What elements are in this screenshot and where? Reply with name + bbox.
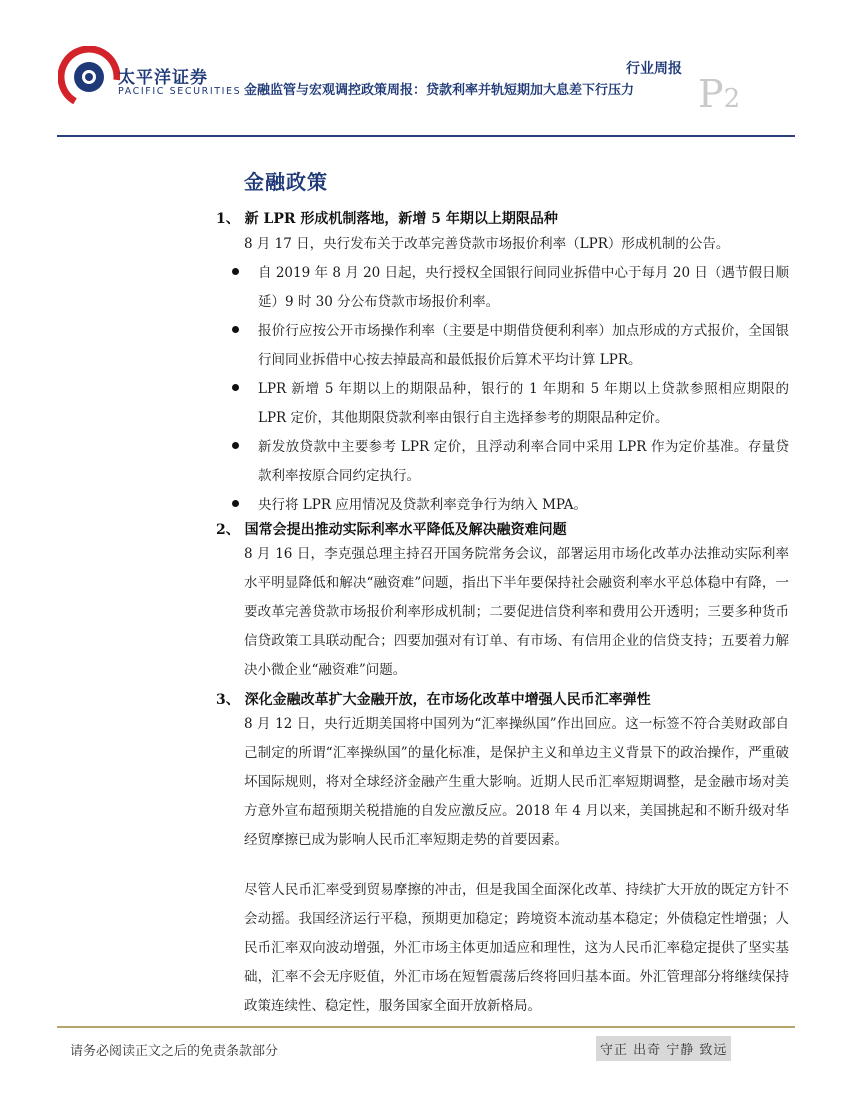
report-type: 行业周报 (626, 61, 682, 77)
footer-motto: 守正 出奇 宁静 致远 (596, 1036, 731, 1061)
item-1-bullet-5: 央行将 LPR 应用情况及贷款利率竞争行为纳入 MPA。 (258, 497, 588, 513)
brand-name-cn: 太平洋证券 (118, 68, 208, 88)
item-1-bullet-3: LPR 新增 5 年期以上的期限品种，银行的 1 年期和 5 年期以上贷款参照相应期限的 LPR 定价，其他期限贷款利率由银行自主选择参考的期限品种定价。 (258, 381, 789, 426)
item-1-bullet-2: 报价行应按公开市场操作利率（主要是中期借贷便利利率）加点形成的方式报价，全国银行间同业拆借中心按去掉最高和最低报价后算术平均计算 LPR。 (258, 323, 789, 368)
page-digit: 2 (723, 84, 741, 114)
brand-name-en: PACIFIC SECURITIES (118, 86, 242, 97)
item-3-paragraph-2: 尽管人民币汇率受到贸易摩擦的冲击，但是我国全面深化改革、持续扩大开放的既定方针不会动摇。我国经济运行平稳，预期更加稳定；跨境资本流动基本稳定；外债稳定性增强；人民币汇率双向波动增强，外汇市场主体更加适应和理性，这为人民币汇率稳定提供了坚实基础，汇率不会无序贬值，外汇市场在短暂震荡后终将回归基本面。外汇管理部分将继续保持政策连续性、稳定性，服务国家全面开放新格局。 (244, 882, 789, 1014)
bullet-dot (232, 500, 239, 507)
bullet-dot (232, 442, 239, 449)
item-1-heading: 1、 新 LPR 形成机制落地，新增 5 年期以上期限品种 (216, 211, 558, 227)
footer-divider (57, 1026, 795, 1028)
header-divider (57, 135, 795, 137)
pacific-securities-logo-icon (58, 46, 120, 108)
bullet-dot (232, 384, 239, 391)
bullet-dot (232, 268, 239, 275)
bullet-dot (232, 326, 239, 333)
footer-disclaimer: 请务必阅读正文之后的免责条款部分 (70, 1044, 279, 1059)
page-letter: P (698, 72, 724, 116)
item-2-paragraph: 8 月 16 日，李克强总理主持召开国务院常务会议，部署运用市场化改革办法推动实际利率水平明显降低和解决“融资难”问题，指出下半年要保持社会融资利率水平总体稳中有降，一要改革完善贷款市场报价利率形成机制；二要促进信贷利率和费用公开透明；三要多种货币信贷政策工具联动配合；四要加强对有订单、有市场、有信用企业的信贷支持；五要着力解决小微企业“融资难”问题。 (244, 546, 789, 678)
report-title: 金融监管与宏观调控政策周报：贷款利率并轨短期加大息差下行压力 (244, 83, 635, 98)
item-3-heading: 3、 深化金融改革扩大金融开放，在市场化改革中增强人民币汇率弹性 (216, 692, 651, 708)
item-1-intro: 8 月 17 日，央行发布关于改革完善贷款市场报价利率（LPR）形成机制的公告。 (244, 236, 730, 252)
item-2-heading: 2、 国常会提出推动实际利率水平降低及解决融资难问题 (216, 522, 567, 538)
section-title: 金融政策 (244, 170, 328, 194)
item-1-bullet-4: 新发放贷款中主要参考 LPR 定价，且浮动利率合同中采用 LPR 作为定价基准。存量贷款利率按原合同约定执行。 (258, 439, 789, 484)
item-1-bullet-1: 自 2019 年 8 月 20 日起，央行授权全国银行间同业拆借中心于每月 20 日（遇节假日顺延）9 时 30 分公布贷款市场报价利率。 (258, 265, 789, 310)
page-number (698, 72, 740, 116)
item-3-paragraph: 8 月 12 日，央行近期美国将中国列为“汇率操纵国”作出回应。这一标签不符合美财政部自己制定的所谓“汇率操纵国”的量化标准，是保护主义和单边主义背景下的政治操作，严重破坏国际规则，将对全球经济金融产生重大影响。近期人民币汇率短期调整，是金融市场对美方意外宣布超预期关税措施的自发应激反应。2018 年 4 月以来，美国挑起和不断升级对华经贸摩擦已成为影响人民币汇率短期走势的首要因素。 (244, 716, 789, 848)
